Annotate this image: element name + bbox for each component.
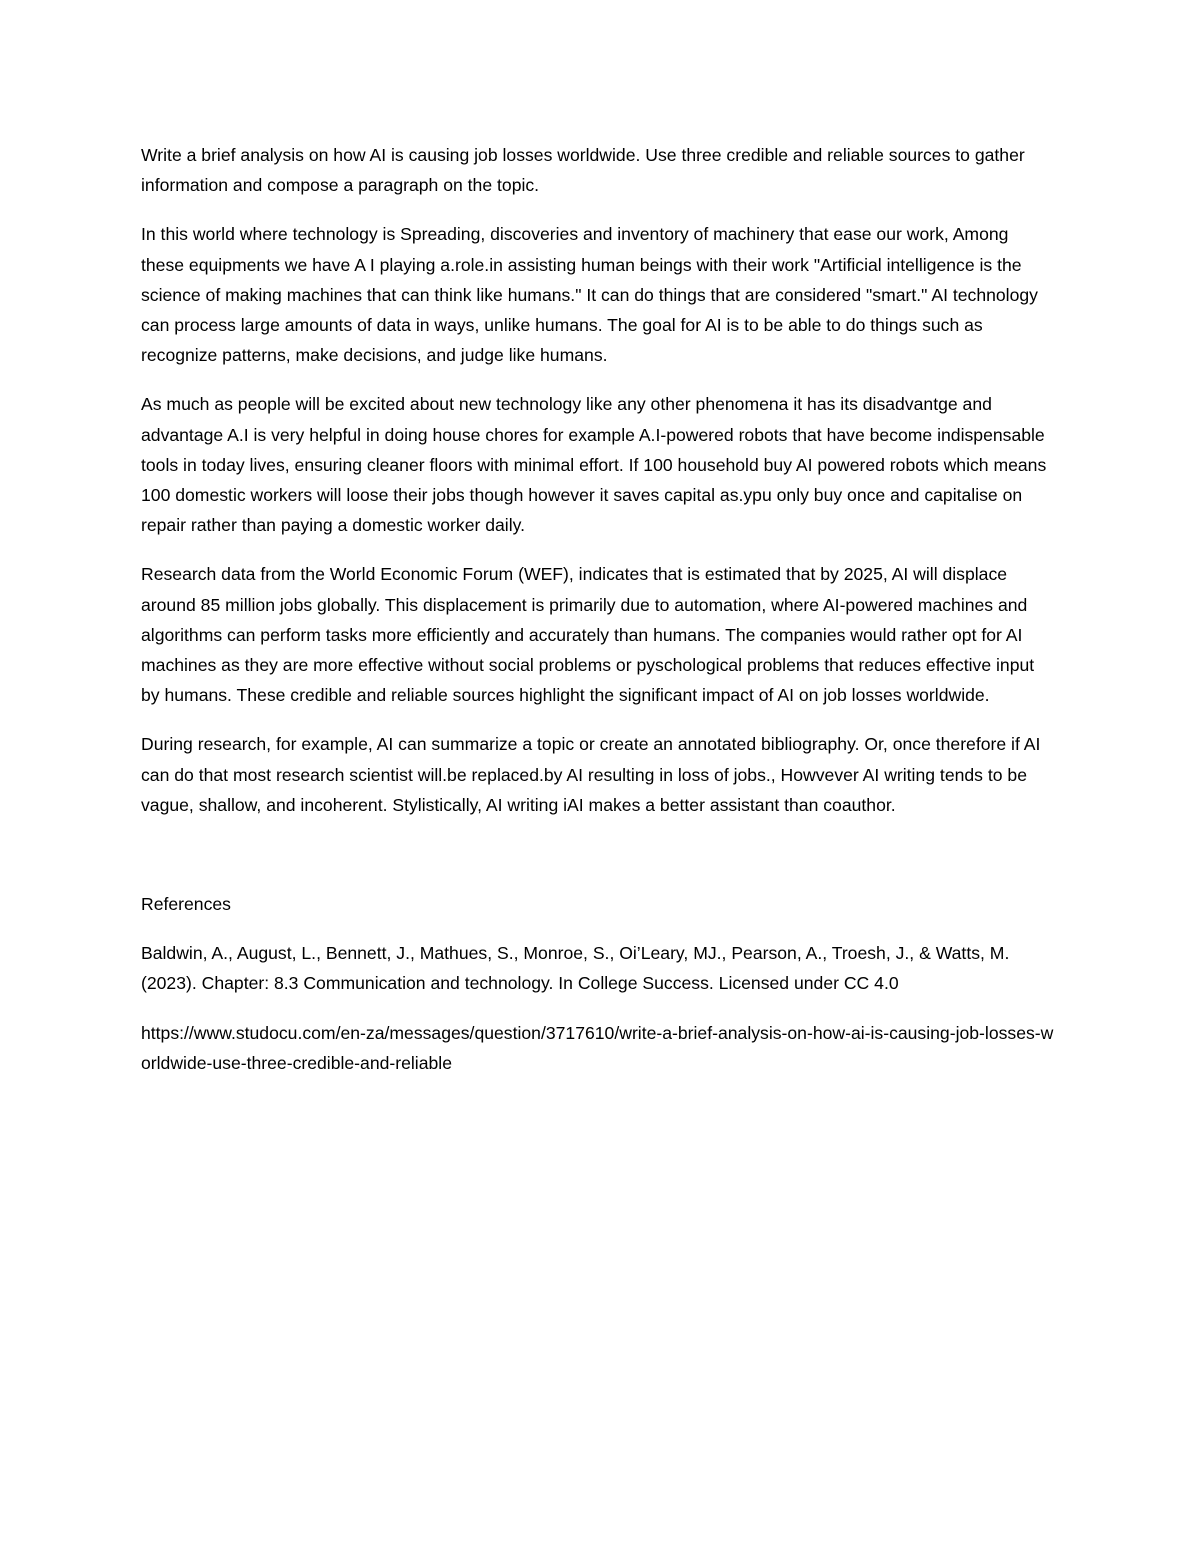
body-paragraph-intro: In this world where technology is Spreading, discoveries and inventory of machinery that ease our work, Among these equipments we have A I playing a.role.in assisting human beings with their work "Artificial intelligence is the science of making machines that can think like humans." It can do things that are considered "smart." AI technology can process large amounts of data in ways, unlike humans. The goal for AI is to be able to do things such as recognize patterns, make decisions, and judge like humans. [141,224,1038,366]
document-body [141,140,1056,1097]
prompt-paragraph: Write a brief analysis on how AI is causing job losses worldwide. Use three credible and reliable sources to gather information and compose a paragraph on the topic. [141,145,1025,196]
body-paragraph-writing: During research, for example, AI can summarize a topic or create an annotated bibliography. Or, once therefore if AI can do that most research scientist will.be replaced.by AI resulting in loss of jobs., Howvever AI writing tends to be vague, shallow, and incoherent. Stylistically, AI writing iAI makes a better assistant than coauthor. [141,734,1041,815]
reference-entry: Baldwin, A., August, L., Bennett, J., Mathues, S., Monroe, S., Oi’Leary, MJ., Pearson, A., Troesh, J., & Watts, M. (2023). Chapter: 8.3 Communication and technology. In College Success. Licensed under CC 4.0 [141,943,1010,994]
body-paragraph-research: Research data from the World Economic Forum (WEF), indicates that is estimated that by 2025, AI will displace around 85 million jobs globally. This displacement is primarily due to automation, where AI-powered machines and algorithms can perform tasks more efficiently and accurately than humans. The companies would rather opt for AI machines as they are more effective without social problems or pyschological problems that reduces effective input by humans. These credible and reliable sources highlight the significant impact of AI on job losses worldwide. [141,564,1035,706]
body-paragraph-household: As much as people will be excited about new technology like any other phenomena it has its disadvantge and advantage A.I is very helpful in doing house chores for example A.I-powered robots that have become indispensable tools in today lives, ensuring cleaner floors with minimal effort. If 100 household buy AI powered robots which means 100 domestic workers will loose their jobs though however it saves capital as.ypu only buy once and capitalise on repair rather than paying a domestic worker daily. [141,394,1047,536]
reference-url: https://www.studocu.com/en-za/messages/question/3717610/write-a-brief-analysis-on-how-ai-is-causing-job-losses-worldwide-use-three-credible-and-reliable [141,1022,1054,1073]
section-spacer [141,839,1056,889]
references-heading: References [141,894,231,915]
